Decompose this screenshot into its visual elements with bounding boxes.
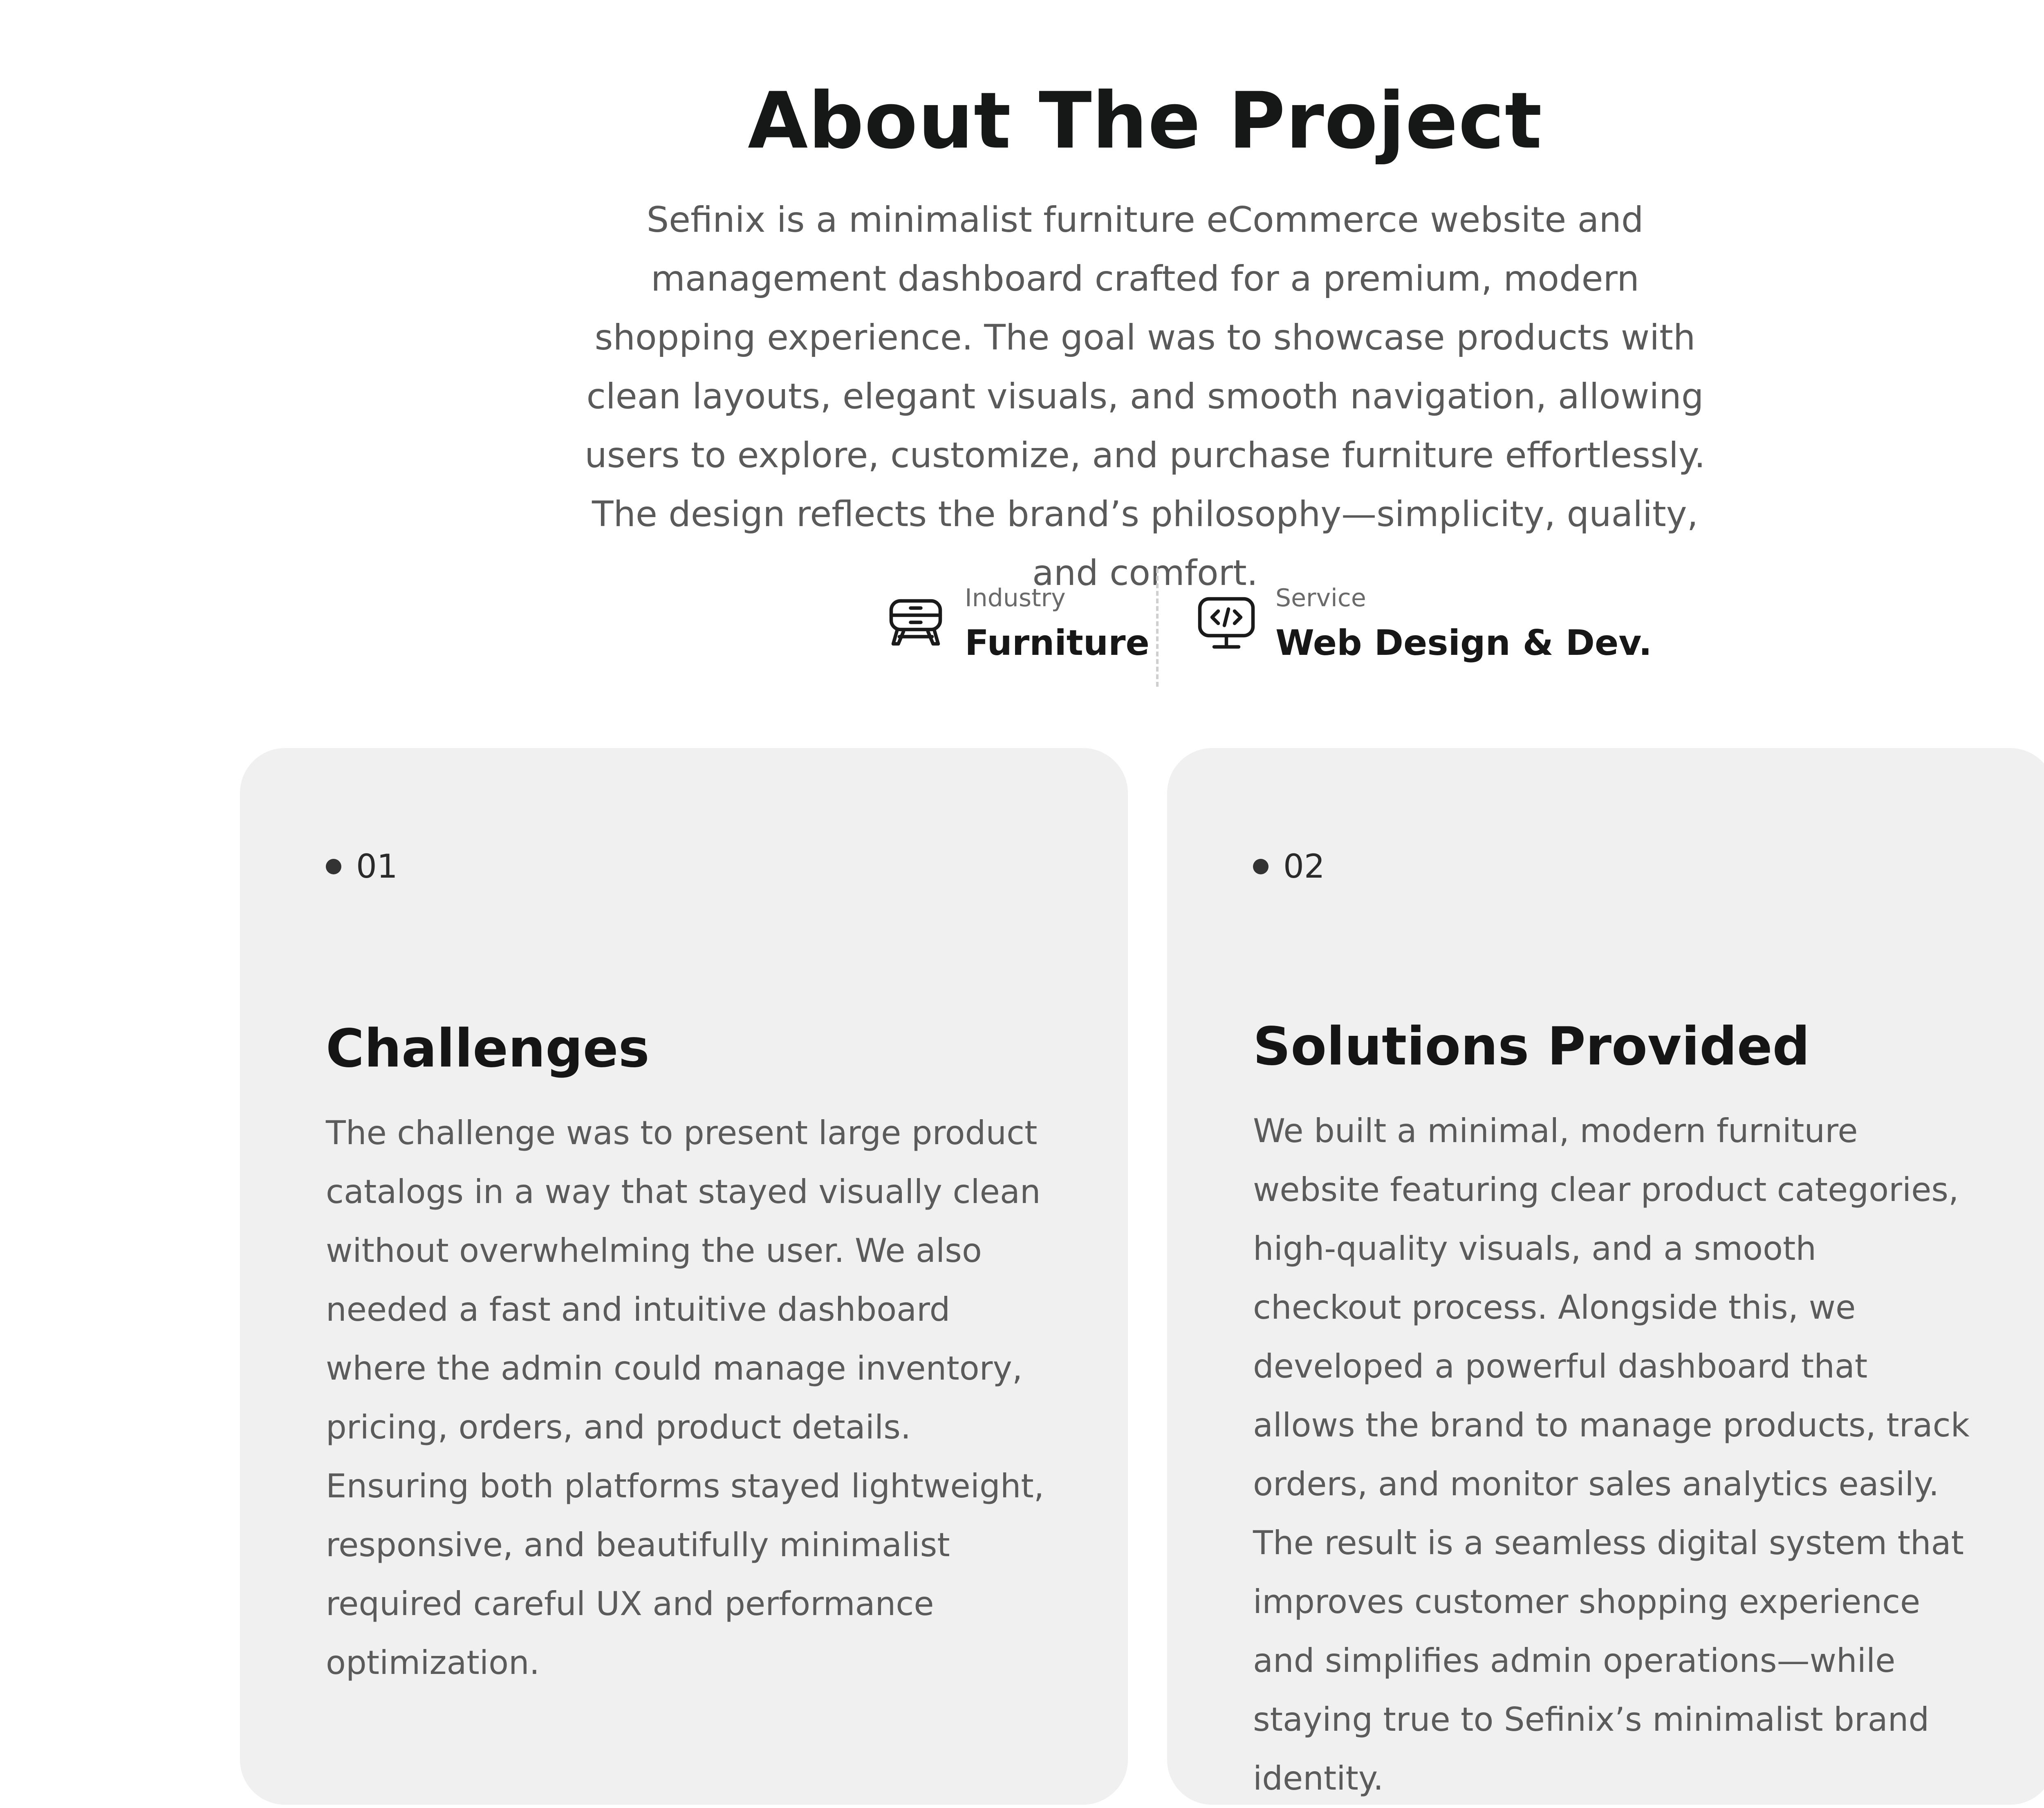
project-intro: Sefinix is a minimalist furniture eCommerce website and management dashboard crafted for a premium, modern shopping experience. The goal was to showcase products with clean layouts, elegant visuals, and smooth navigation, allowing users to explore, customize, and purchase furniture effortlessly. The design reflects the brand’s philosophy—simplicity, quality, and comfort. (585, 199, 1706, 594)
card-number-text: 01 (356, 847, 398, 885)
bullet-dot-icon (326, 859, 341, 874)
card-number-text: 02 (1283, 847, 1325, 885)
page-title: About The Project (748, 76, 1542, 166)
industry-value: Furniture (965, 622, 1150, 663)
bullet-dot-icon (1253, 859, 1269, 874)
card-body: The challenge was to present large product catalogs in a way that stayed visually clean without overwhelming the user. We also needed a fast and intuitive dashboard where the admin could manage inventory, pricing, orders, and product details. Ensuring both platforms stayed lightweight, responsive, and beautifully minimalist required careful UX and performance optimization. (326, 1114, 1044, 1682)
card-body: We built a minimal, modern furniture website featuring clear product categories, high-quality visuals, and a smooth checkout process. Alongside this, we developed a powerful dashboard that allows the brand to manage products, track orders, and monitor sales analytics easily. The result is a seamless digital system that improves customer shopping experience and simplifies admin operations—while staying true to Sefinix’s minimalist brand identity. (1253, 1112, 1970, 1797)
service-label: Service (1275, 583, 1366, 612)
card-title: Challenges (326, 1018, 650, 1080)
meta-divider (1156, 568, 1159, 687)
service-meta (1194, 562, 1652, 685)
industry-meta (883, 562, 1150, 685)
service-value: Web Design & Dev. (1275, 622, 1652, 663)
code-monitor-icon (1194, 591, 1259, 656)
challenges-card (240, 748, 1128, 1805)
service-text (1275, 585, 1652, 663)
furniture-icon (883, 591, 948, 656)
industry-label: Industry (965, 583, 1066, 612)
card-title: Solutions Provided (1253, 1016, 1810, 1078)
card-number (1253, 847, 1325, 885)
solutions-card (1167, 748, 2044, 1805)
industry-text (965, 585, 1150, 663)
card-number (326, 847, 398, 885)
